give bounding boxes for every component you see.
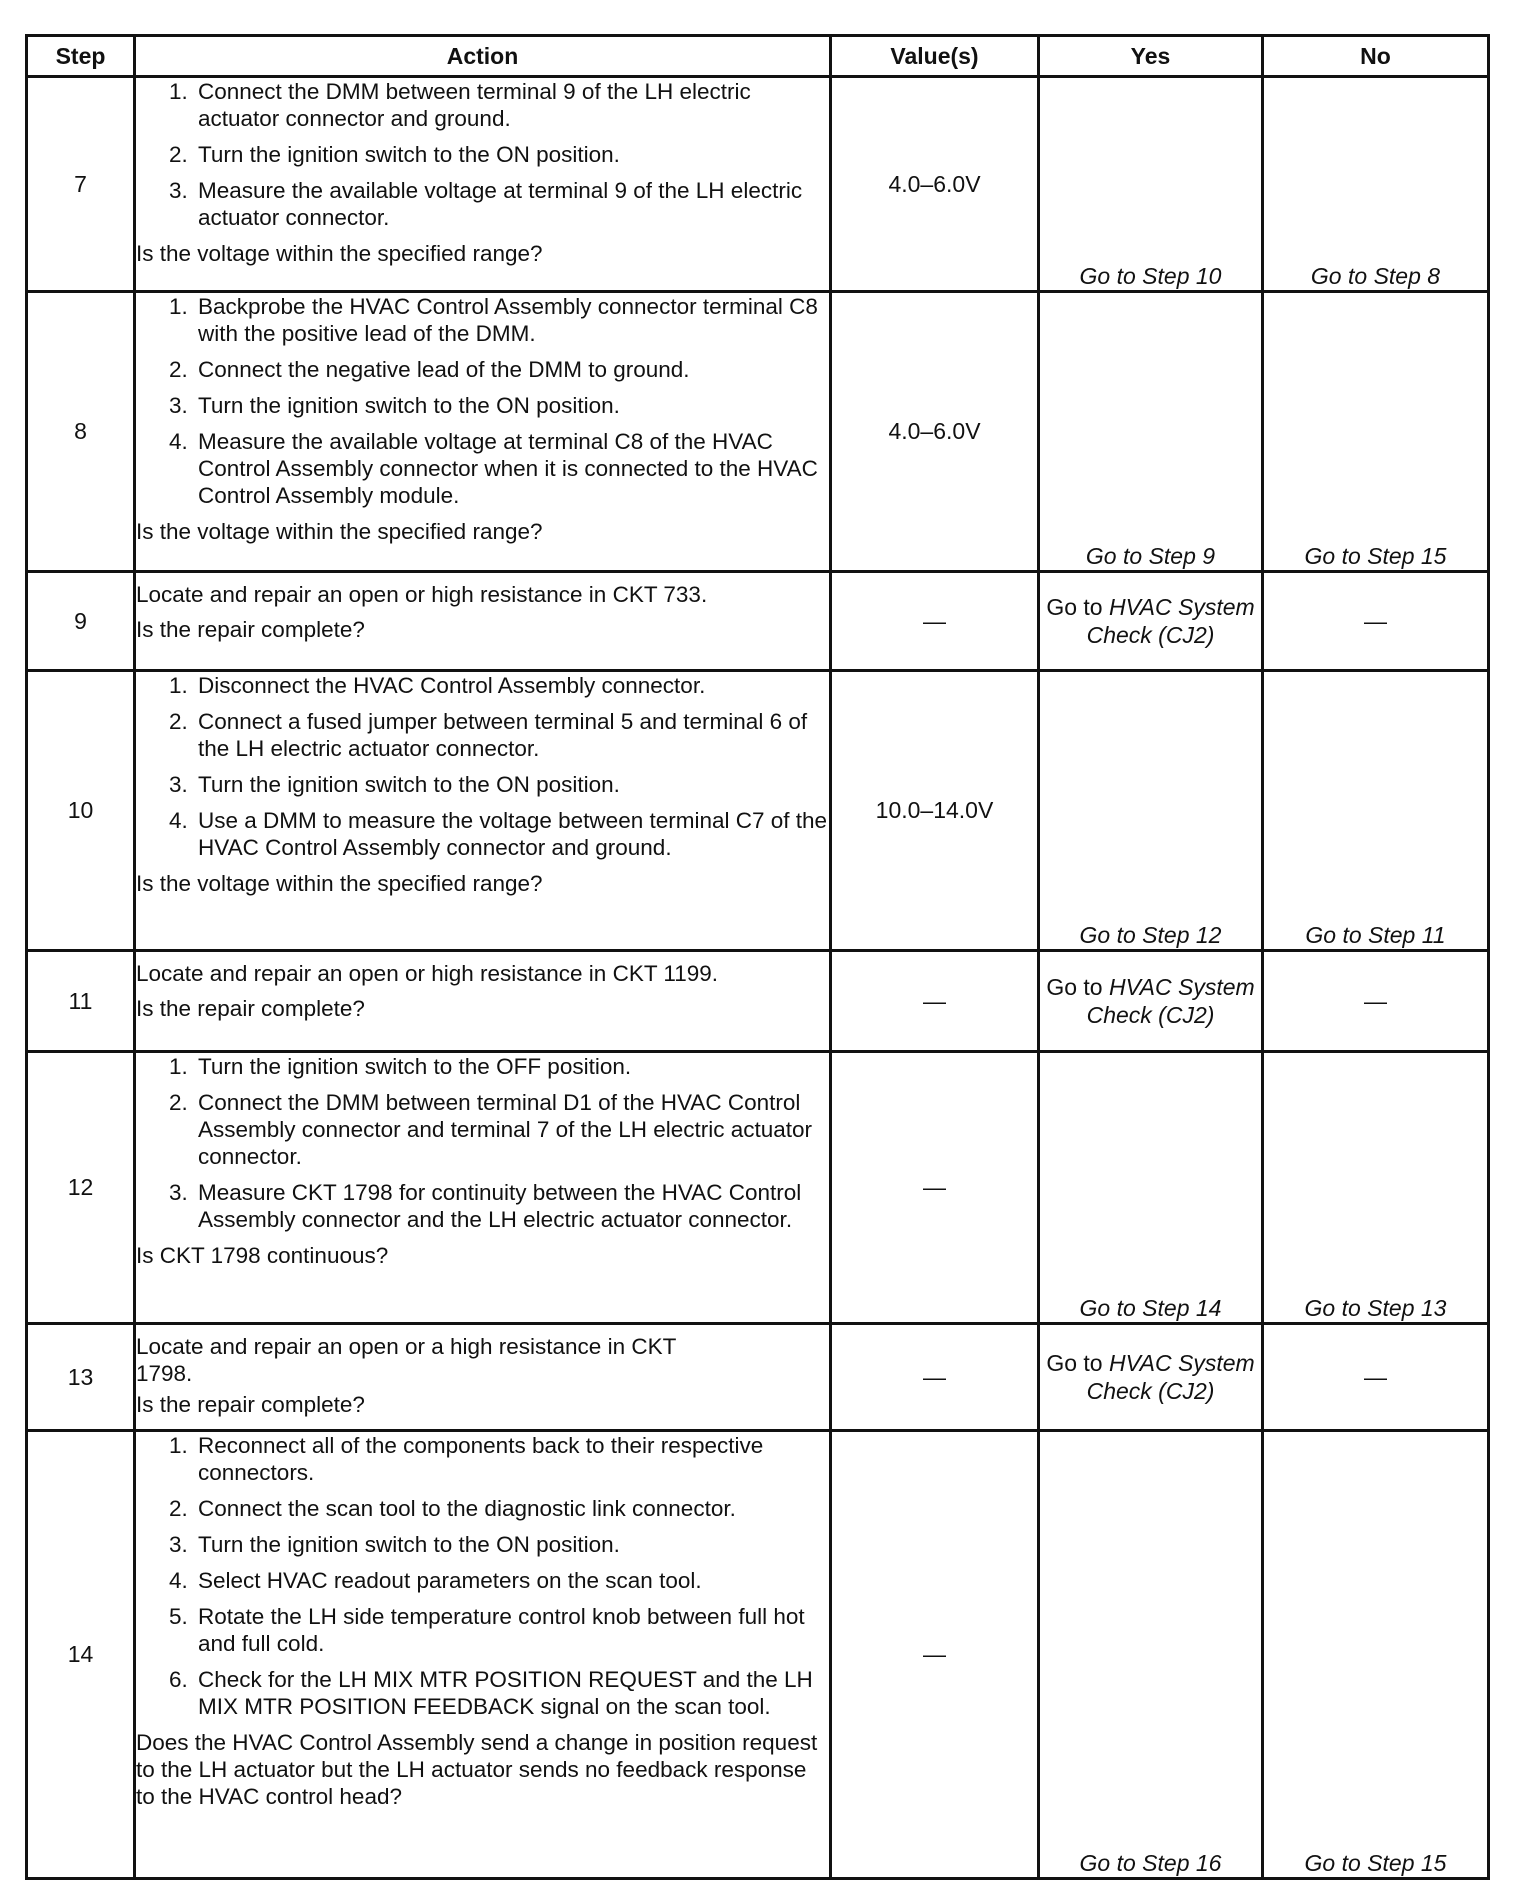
- list-item: 1. Reconnect all of the components back to their respective connectors.: [194, 1432, 829, 1486]
- list-item: 6. Check for the LH MIX MTR POSITION REQUEST and the LH MIX MTR POSITION FEEDBACK signal on the scan tool.: [194, 1666, 829, 1720]
- no-cell: Go to Step 13: [1263, 1052, 1489, 1324]
- no-cell: —: [1263, 1324, 1489, 1431]
- action-steps: [136, 78, 829, 231]
- table-row: [27, 1052, 1489, 1324]
- step-number: 13: [27, 1324, 135, 1431]
- action-steps: [136, 293, 829, 509]
- action-cell: [135, 292, 831, 572]
- value-cell: —: [831, 1052, 1039, 1324]
- diagnostic-table: [25, 34, 1490, 1880]
- yes-cell: [1039, 951, 1263, 1052]
- value-cell: 4.0–6.0V: [831, 292, 1039, 572]
- action-question: Is the repair complete?: [136, 996, 365, 1021]
- yes-target: HVAC System Check (CJ2): [1086, 974, 1255, 1028]
- action-cell: [135, 77, 831, 292]
- list-item: 4. Use a DMM to measure the voltage between terminal C7 of the HVAC Control Assembly connector and ground.: [194, 807, 829, 861]
- header-action: Action: [135, 36, 831, 77]
- action-question: Is CKT 1798 continuous?: [136, 1243, 389, 1268]
- yes-target: HVAC System Check (CJ2): [1086, 1350, 1255, 1404]
- yes-prefix: Go to: [1046, 974, 1103, 1000]
- action-question: Is the voltage within the specified range?: [136, 519, 543, 544]
- header-row: [27, 36, 1489, 77]
- header-yes: Yes: [1039, 36, 1263, 77]
- step-number: 10: [27, 671, 135, 951]
- action-steps: [136, 1053, 829, 1233]
- yes-cell: [1039, 572, 1263, 671]
- header-no: No: [1263, 36, 1489, 77]
- table-row: [27, 1431, 1489, 1879]
- table-row: [27, 1324, 1489, 1431]
- list-item: 2. Connect a fused jumper between terminal 5 and terminal 6 of the LH electric actuator connector.: [194, 708, 829, 762]
- table-row: [27, 292, 1489, 572]
- action-question: Is the voltage within the specified range?: [136, 871, 543, 896]
- value-cell: 10.0–14.0V: [831, 671, 1039, 951]
- header-step: Step: [27, 36, 135, 77]
- yes-target: HVAC System Check (CJ2): [1086, 594, 1255, 648]
- list-item: 1. Backprobe the HVAC Control Assembly connector terminal C8 with the positive lead of the DMM.: [194, 293, 829, 347]
- list-item: 1. Disconnect the HVAC Control Assembly connector.: [194, 672, 829, 699]
- value-cell: —: [831, 951, 1039, 1052]
- step-number: 7: [27, 77, 135, 292]
- list-item: 1. Connect the DMM between terminal 9 of the LH electric actuator connector and ground.: [194, 78, 829, 132]
- action-text: Locate and repair an open or a high resistance in CKT 1798.: [136, 1334, 676, 1386]
- action-text: Locate and repair an open or high resistance in CKT 733.: [136, 582, 708, 607]
- no-cell: Go to Step 15: [1263, 1431, 1489, 1879]
- yes-cell: [1039, 1324, 1263, 1431]
- action-cell: [135, 1052, 831, 1324]
- yes-prefix: Go to: [1046, 594, 1103, 620]
- action-cell: [135, 1324, 831, 1431]
- list-item: 2. Connect the DMM between terminal D1 of the HVAC Control Assembly connector and terminal 7 of the LH electric actuator connector.: [194, 1089, 829, 1170]
- yes-cell: Go to Step 14: [1039, 1052, 1263, 1324]
- list-item: 5. Rotate the LH side temperature control knob between full hot and full cold.: [194, 1603, 829, 1657]
- action-cell: [135, 572, 831, 671]
- step-number: 12: [27, 1052, 135, 1324]
- value-cell: —: [831, 1324, 1039, 1431]
- list-item: 3. Turn the ignition switch to the ON position.: [194, 771, 829, 798]
- action-question: Is the voltage within the specified range?: [136, 241, 543, 266]
- list-item: 4. Measure the available voltage at terminal C8 of the HVAC Control Assembly connector when it is connected to the HVAC Control Assembly module.: [194, 428, 829, 509]
- yes-cell: Go to Step 16: [1039, 1431, 1263, 1879]
- action-steps: [136, 1432, 829, 1720]
- step-number: 11: [27, 951, 135, 1052]
- no-cell: Go to Step 15: [1263, 292, 1489, 572]
- header-values: Value(s): [831, 36, 1039, 77]
- action-question: Is the repair complete?: [136, 1392, 365, 1417]
- value-cell: —: [831, 1431, 1039, 1879]
- list-item: 3. Measure the available voltage at terminal 9 of the LH electric actuator connector.: [194, 177, 829, 231]
- list-item: 2. Turn the ignition switch to the ON position.: [194, 141, 829, 168]
- list-item: 3. Measure CKT 1798 for continuity between the HVAC Control Assembly connector and the LH electric actuator connector.: [194, 1179, 829, 1233]
- step-number: 9: [27, 572, 135, 671]
- action-text: Locate and repair an open or high resistance in CKT 1199.: [136, 961, 719, 986]
- value-cell: —: [831, 572, 1039, 671]
- table-row: [27, 951, 1489, 1052]
- list-item: 4. Select HVAC readout parameters on the scan tool.: [194, 1567, 829, 1594]
- action-cell: [135, 671, 831, 951]
- no-cell: —: [1263, 951, 1489, 1052]
- list-item: 2. Connect the scan tool to the diagnostic link connector.: [194, 1495, 829, 1522]
- list-item: 3. Turn the ignition switch to the ON position.: [194, 1531, 829, 1558]
- action-steps: [136, 672, 829, 861]
- yes-cell: Go to Step 10: [1039, 77, 1263, 292]
- table-row: [27, 572, 1489, 671]
- no-cell: —: [1263, 572, 1489, 671]
- yes-cell: Go to Step 9: [1039, 292, 1263, 572]
- yes-cell: Go to Step 12: [1039, 671, 1263, 951]
- list-item: 1. Turn the ignition switch to the OFF position.: [194, 1053, 829, 1080]
- value-cell: 4.0–6.0V: [831, 77, 1039, 292]
- yes-prefix: Go to: [1046, 1350, 1103, 1376]
- table-row: [27, 671, 1489, 951]
- action-cell: [135, 1431, 831, 1879]
- no-cell: Go to Step 8: [1263, 77, 1489, 292]
- table-row: [27, 77, 1489, 292]
- no-cell: Go to Step 11: [1263, 671, 1489, 951]
- action-cell: [135, 951, 831, 1052]
- list-item: 2. Connect the negative lead of the DMM to ground.: [194, 356, 829, 383]
- list-item: 3. Turn the ignition switch to the ON position.: [194, 392, 829, 419]
- action-question: Does the HVAC Control Assembly send a change in position request to the LH actuator but the LH actuator sends no feedback response to the HVAC control head?: [136, 1730, 818, 1809]
- step-number: 14: [27, 1431, 135, 1879]
- action-question: Is the repair complete?: [136, 617, 365, 642]
- step-number: 8: [27, 292, 135, 572]
